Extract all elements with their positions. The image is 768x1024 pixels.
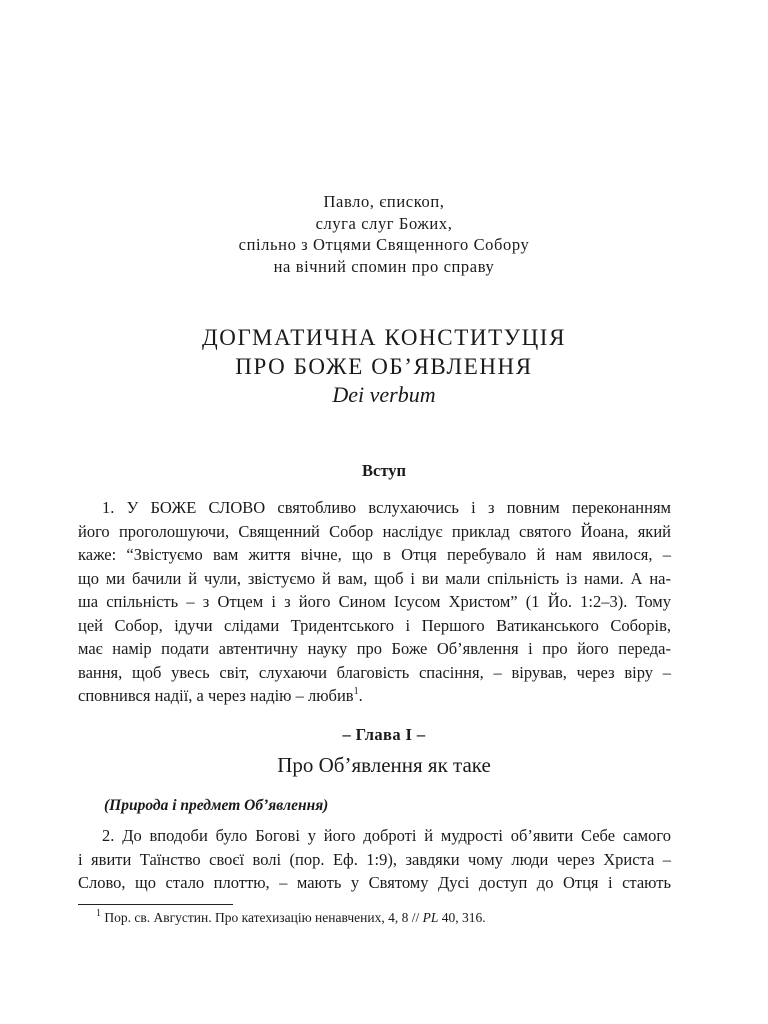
intro-heading: Вступ [362, 461, 406, 480]
paragraph-line: каже: “Звістуємо вам життя вічне, що в Отця перебувало й нам явилося, – [78, 545, 671, 564]
paragraph-line: цей Собор, ідучи слідами Тридентського і Першого Ватиканського Соборів, [78, 615, 671, 635]
footnote-italic: PL [422, 910, 439, 925]
paragraph-line: має намір подати автентичну науку про Боже Об’явлення і про його переда- [78, 639, 671, 658]
document-title [0, 323, 768, 409]
paragraph-line: ша спільність – з Отцем і з його Сином Ісусом Христом” (1 Йо. 1:2–3). Тому [78, 592, 671, 611]
footnote [96, 909, 486, 927]
paragraph-line: вання, щоб увесь світ, слухаючи благовість спасіння, – вірував, через віру – [78, 662, 671, 682]
paragraph-line-text: сповнився надії, а через надію – любив [78, 686, 354, 705]
chapter-subheading: (Природа і предмет Об’явлення) [104, 797, 329, 814]
footnote-divider [78, 904, 233, 905]
title-latin: Dei verbum [332, 382, 436, 407]
footnote-text-end: 40, 316. [438, 910, 486, 925]
intro-paragraph [78, 496, 671, 708]
dedication-line: слуга слуг Божих, [315, 213, 453, 233]
paragraph-line: що ми бачили й чули, звістуємо й вам, щоб і ви мали спільність із нами. А на- [78, 568, 671, 588]
paragraph-line: Слово, що стало плоттю, – мають у Святому Дусі доступ до Отця і стають [78, 873, 671, 892]
chapter-heading: – Глава I – [342, 725, 426, 744]
paragraph-end-punct: . [358, 686, 363, 705]
dedication-line: Павло, єпископ, [323, 192, 445, 211]
footnote-text: Пор. св. Августин. Про катехизацію ненавчених, 4, 8 // [104, 910, 423, 925]
paragraph-line: 1. У БОЖЕ СЛОВО святобливо вслухаючись і з повним переконанням [102, 498, 671, 517]
paragraph-line-last [78, 684, 671, 708]
chapter-title: Про Об’явлення як таке [277, 753, 491, 777]
paragraph-line: 2. До вподоби було Богові у його доброті й мудрості об’явити Себе самого [102, 826, 671, 845]
paragraph-line: його проголошуючи, Священний Собор наслідує приклад святого Йоана, який [78, 521, 671, 541]
dedication-line: на вічний спомин про справу [273, 256, 495, 276]
dedication-block [0, 191, 768, 277]
paragraph-line: і явити Таїнство своєї волі (пор. Еф. 1:9), завдяки чому люди через Христа – [78, 849, 671, 869]
footnote-number: 1 [96, 907, 101, 919]
footnote-reference[interactable]: 1 [353, 685, 359, 697]
title-line-2: ПРО БОЖЕ ОБ’ЯВЛЕННЯ [235, 354, 533, 379]
dedication-line: спільно з Отцями Священного Собору [238, 235, 530, 254]
chapter-paragraph [78, 824, 671, 895]
title-line-1: ДОГМАТИЧНА КОНСТИТУЦІЯ [201, 325, 567, 350]
